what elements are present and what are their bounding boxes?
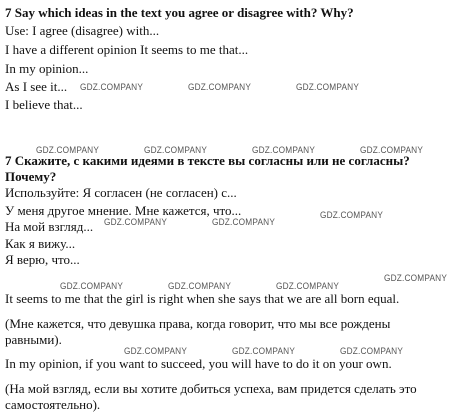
watermark: GDZ.COMPANY xyxy=(320,210,384,220)
phrase-line: As I see it... xyxy=(5,79,68,94)
watermark: GDZ.COMPANY xyxy=(36,145,100,155)
watermark: GDZ.COMPANY xyxy=(188,82,252,92)
watermark: GDZ.COMPANY xyxy=(60,281,124,291)
watermark: GDZ.COMPANY xyxy=(232,346,296,356)
task-heading-ru: 7 Скажите, с какими идеями в тексте вы согласны или не согласны? xyxy=(5,153,410,168)
task-heading-en: 7 Say which ideas in the text you agree or disagree with? Why? xyxy=(5,5,354,20)
watermark: GDZ.COMPANY xyxy=(104,217,168,227)
phrase-line: In my opinion... xyxy=(5,61,89,76)
watermark: GDZ.COMPANY xyxy=(276,281,340,291)
task-heading-ru-cont: Почему? xyxy=(5,169,57,184)
phrase-line: I have a different opinion It seems to me that... xyxy=(5,42,249,57)
phrase-line-ru: На мой взгляд... xyxy=(5,219,94,234)
phrase-line-ru: Как я вижу... xyxy=(5,236,76,251)
answer-ru: (Мне кажется, что девушка права, когда говорит, что мы все рождены xyxy=(5,316,391,331)
watermark: GDZ.COMPANY xyxy=(296,82,360,92)
answer-en: It seems to me that the girl is right when she says that we are all born equal. xyxy=(5,291,400,306)
phrase-line-ru: Я верю, что... xyxy=(5,252,80,267)
watermark: GDZ.COMPANY xyxy=(168,281,232,291)
phrase-line: I believe that... xyxy=(5,97,83,112)
watermark: GDZ.COMPANY xyxy=(124,346,188,356)
watermark: GDZ.COMPANY xyxy=(80,82,144,92)
watermark: GDZ.COMPANY xyxy=(340,346,404,356)
watermark: GDZ.COMPANY xyxy=(212,217,276,227)
phrase-line-ru: У меня другое мнение. Мне кажется, что... xyxy=(5,203,242,218)
watermark: GDZ.COMPANY xyxy=(384,273,448,283)
answer-en: In my opinion, if you want to succeed, you will have to do it on your own. xyxy=(5,356,392,371)
watermark: GDZ.COMPANY xyxy=(252,145,316,155)
answer-ru-cont: самостоятельно). xyxy=(5,397,101,412)
answer-ru: (На мой взгляд, если вы хотите добиться успеха, вам придется сделать это xyxy=(5,381,417,396)
watermark: GDZ.COMPANY xyxy=(360,145,424,155)
phrase-line: Use: I agree (disagree) with... xyxy=(5,23,160,38)
phrase-line-ru: Используйте: Я согласен (не согласен) с... xyxy=(5,185,237,200)
answer-ru-cont: равными). xyxy=(5,332,62,347)
watermark: GDZ.COMPANY xyxy=(144,145,208,155)
